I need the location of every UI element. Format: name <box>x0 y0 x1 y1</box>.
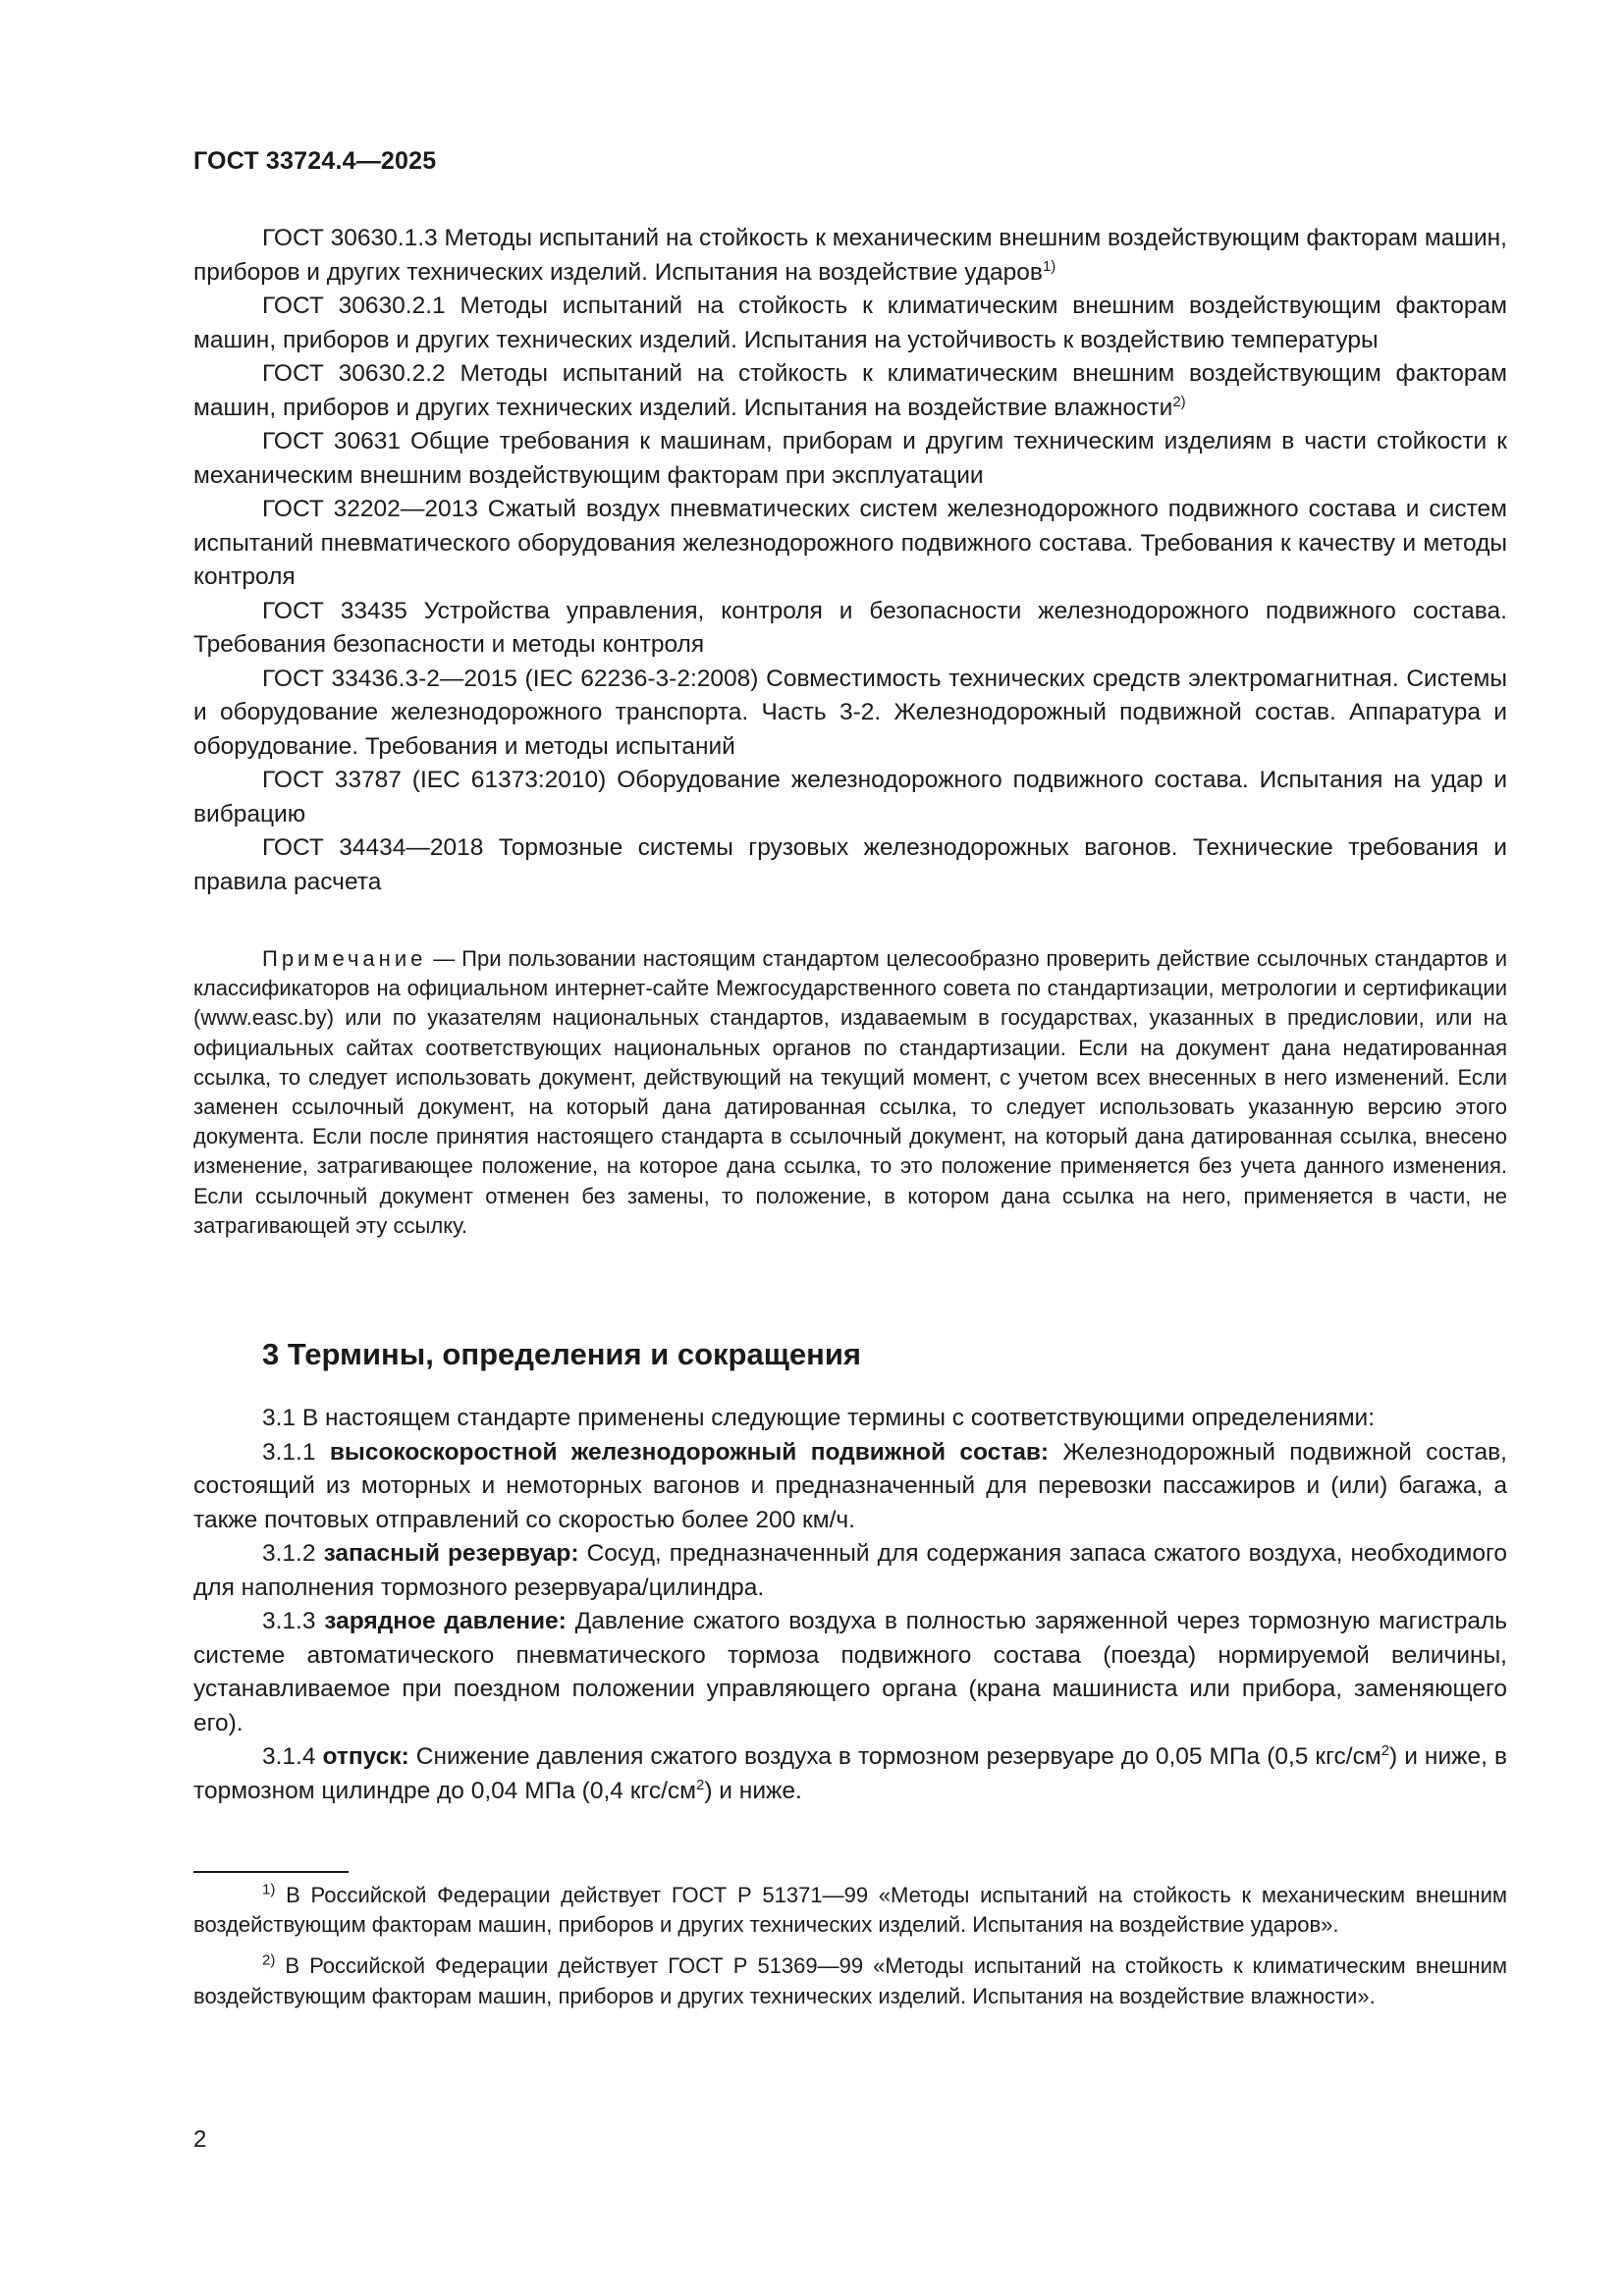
reference-item: ГОСТ 34434—2018 Тормозные системы грузовых железнодорожных вагонов. Технические требования и правила расчета <box>193 834 1507 895</box>
footnote-ref[interactable]: 1) <box>1042 257 1056 275</box>
terms-list <box>193 1402 1507 1808</box>
note-paragraph <box>193 944 1507 1241</box>
footnote-divider <box>193 1871 349 1873</box>
reference-item: ГОСТ 33435 Устройства управления, контроля и безопасности железнодорожного подвижного состава. Требования безопасности и методы контроля <box>193 597 1507 658</box>
terms-intro: 3.1 В настоящем стандарте применены следующие термины с соответствующими определениями: <box>262 1405 1376 1431</box>
footnotes <box>193 1881 1507 2023</box>
reference-item: ГОСТ 30630.2.2 Методы испытаний на стойкость к климатическим внешним воздействующим факторам машин, приборов и других технических изделий. Испытания на воздействие влажности$^{2)}$ <box>193 360 1507 421</box>
footnote-item: $^{1)}$ В Российской Федерации действует ГОСТ Р 51371—99 «Методы испытаний на стойкость к механическим внешним воздействующим факторам машин, приборов и других технических изделий. Испытания на воздействие ударов». <box>193 1881 1507 1938</box>
reference-item: ГОСТ 33436.3-2—2015 (IEC 62236-3-2:2008) Совместимость технических средств электромагнитная. Системы и оборудование железнодорожного транспорта. Часть 3-2. Железнодорожный подвижной состав. Аппаратура и оборудование. Требования и методы испытаний <box>193 665 1507 760</box>
term-entry: 3.1.2 запасный резервуар: Сосуд, предназначенный для содержания запаса сжатого воздуха, необходимого для наполнения тормозного резервуара/цилиндра. <box>193 1540 1507 1601</box>
term-entry: 3.1.3 зарядное давление: Давление сжатого воздуха в полностью заряженной через тормозную магистраль системе автоматического пневматического тормоза подвижного состава (поезда) нормируемой величины, устанавливаемое при поездном положении управляющего органа (крана машиниста или прибора, заменяющего его). <box>193 1608 1508 1736</box>
page-number: 2 <box>193 2126 207 2153</box>
section-title: 3 Термины, определения и сокращения <box>262 1337 861 1371</box>
term-entry: 3.1.1 высокоскоростной железнодорожный подвижной состав: Железнодорожный подвижной состав, состоящий из моторных и немоторных вагонов и предназначенный для перевозки пассажиров и (или) багажа, а также почтовых отправлений со скоростью более 200 км/ч. <box>193 1438 1507 1533</box>
footnote-ref[interactable]: 2) <box>1172 393 1186 410</box>
normative-references-list <box>193 222 1507 899</box>
note-text: — При пользовании настоящим стандартом целесообразно проверить действие ссылочных стандартов и классификаторов на официальном интернет-сайте Межгосударственного совета по стандартизации, метрологии и сертификации (www.easc.by) или по указателям национальных стандартов, издаваемым в государствах, указанных в предисловии, или на официальных сайтах соответствующих национальных органов по стандартизации. Если на документ дана недатированная ссылка, то следует использовать документ, действующий на текущий момент, с учетом всех внесенных в него изменений. Если заменен ссылочный документ, на который дана датированная ссылка, то следует использовать указанную версию этого документа. Если после принятия настоящего стандарта в ссылочный документ, на который дана датированная ссылка, внесено изменение, затрагивающее положение, на которое дана ссылка, то это положение применяется без учета данного изменения. Если ссылочный документ отменен без замены, то положение, в котором дана ссылка на него, применяется в части, не затрагивающей эту ссылку. <box>193 946 1507 1238</box>
footnote-mark: 1) <box>262 1881 276 1898</box>
reference-item: ГОСТ 33787 (IEC 61373:2010) Оборудование железнодорожного подвижного состава. Испытания на удар и вибрацию <box>193 767 1507 828</box>
term-name: запасный резервуар: <box>323 1540 579 1567</box>
document-header: ГОСТ 33724.4—2025 <box>193 147 437 175</box>
term-name: зарядное давление: <box>324 1608 567 1634</box>
footnote-item: $^{2)}$ В Российской Федерации действует ГОСТ Р 51369—99 «Методы испытаний на стойкость к климатическим внешним воздействующим факторам машин, приборов и других технических изделий. Испытания на воздействие влажности». <box>193 1952 1507 2008</box>
term-name: высокоскоростной железнодорожный подвижной состав: <box>329 1438 1050 1466</box>
reference-item: ГОСТ 30630.2.1 Методы испытаний на стойкость к климатическим внешним воздействующим факторам машин, приборов и других технических изделий. Испытания на устойчивость к воздействию температуры <box>193 293 1507 353</box>
footnote-mark: 2) <box>262 1952 276 1970</box>
reference-item: ГОСТ 30631 Общие требования к машинам, приборам и другим техническим изделиям в части стойкости к механическим внешним воздействующим факторам при эксплуатации <box>193 428 1507 489</box>
reference-item: ГОСТ 32202—2013 Сжатый воздух пневматических систем железнодорожного подвижного состава и систем испытаний пневматического оборудования железнодорожного подвижного состава. Требования к качеству и методы контроля <box>193 496 1507 590</box>
note-label: Примечание <box>262 946 427 971</box>
term-entry: 3.1.4 отпуск: Снижение давления сжатого воздуха в тормозном резервуаре до 0,05 МПа (0,5 кгс/$см^2$) и ниже, в тормозном цилиндре до 0,04 МПа (0,4 кгс/$см^2$) и ниже. <box>193 1741 1508 1804</box>
term-name: отпуск: <box>322 1743 409 1770</box>
reference-item: ГОСТ 30630.1.3 Методы испытаний на стойкость к механическим внешним воздействующим факторам машин, приборов и других технических изделий. Испытания на воздействие ударов$^{1)}$ <box>193 225 1507 286</box>
